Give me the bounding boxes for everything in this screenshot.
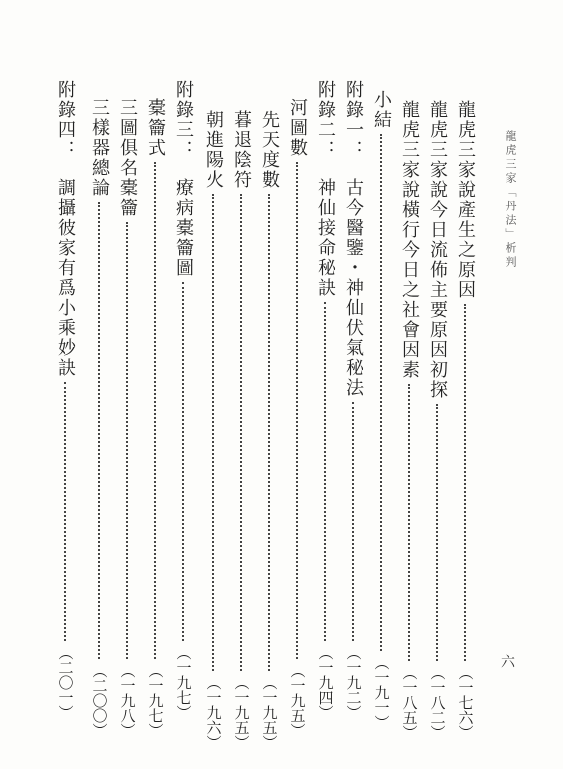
toc-entry-title: 龍虎三家說今日流佈主要原因初探 — [427, 100, 448, 400]
toc-entry-title: 先天度數 — [259, 110, 280, 190]
leader-dots — [324, 302, 326, 641]
toc-entry-page: （一七六） — [456, 665, 475, 740]
toc-entry-page: （一九四） — [316, 645, 335, 720]
leader-dots — [126, 222, 128, 659]
leader-dots — [154, 162, 156, 659]
toc-entry-page: （一九五） — [232, 675, 251, 750]
toc-entry-page: （二〇一） — [56, 645, 75, 720]
toc-entry-title: 神仙接命秘訣 — [315, 178, 336, 298]
leader-dots — [464, 304, 466, 661]
toc-entry-label: 附錄一： — [343, 80, 364, 160]
leader-dots — [352, 402, 354, 641]
toc-entry-title: 小結 — [371, 90, 392, 130]
toc-entry — [424, 80, 450, 740]
toc-entry — [284, 80, 310, 738]
leader-dots — [408, 384, 410, 661]
toc-entry — [256, 80, 282, 750]
leader-dots — [380, 134, 382, 651]
toc-entry-page: （一九七） — [174, 645, 193, 720]
toc-entry-page: （一九五） — [288, 663, 307, 738]
toc-entry-title: 療病橐籥圖 — [173, 178, 194, 278]
toc-entry-title: 龍虎三家說橫行今日之社會因素 — [399, 100, 420, 380]
toc-entry — [452, 80, 478, 740]
toc-entry-appendix — [170, 80, 196, 720]
toc-entry-title: 橐籥式 — [145, 98, 166, 158]
toc-entry-page: （一八五） — [400, 665, 419, 740]
toc-entry-page: （一九五） — [260, 675, 279, 750]
toc-entry-page: （一九六） — [204, 675, 223, 750]
toc-entry — [142, 80, 168, 738]
toc-entry — [200, 80, 226, 750]
running-header: 龍虎三家「丹法」析判 — [504, 130, 517, 270]
toc-entry-label: 附錄三： — [173, 80, 194, 160]
toc-entry-title: 調攝彼家有爲小乘妙訣 — [55, 178, 76, 378]
toc-entry-title: 暮退陰符 — [231, 110, 252, 190]
toc-entry — [86, 80, 112, 738]
toc-entry-label: 附錄二： — [315, 80, 336, 160]
toc-entry — [396, 80, 422, 740]
toc-entry-page: （一九一） — [372, 655, 391, 730]
leader-dots — [182, 282, 184, 641]
toc-entry-label: 附錄四： — [55, 80, 76, 160]
toc-entry-page: （二〇〇） — [90, 663, 109, 738]
toc-entry-page: （一九二） — [344, 645, 363, 720]
leader-dots — [296, 162, 298, 659]
toc-entry-appendix — [52, 80, 78, 720]
leader-dots — [64, 382, 66, 641]
toc-entry-title: 朝進陽火 — [203, 110, 224, 190]
toc-entry-page: （一九八） — [118, 663, 137, 738]
toc-entry-title: 三圖俱名橐籥 — [117, 98, 138, 218]
toc-entry — [368, 80, 394, 730]
toc-entry — [228, 80, 254, 750]
toc-entry-page: （一八二） — [428, 665, 447, 740]
leader-dots — [436, 404, 438, 661]
toc-entry-appendix — [312, 80, 338, 720]
leader-dots — [240, 194, 242, 671]
toc-entry-page: （一九七） — [146, 663, 165, 738]
leader-dots — [268, 194, 270, 671]
page-number: 六 — [499, 654, 515, 668]
leader-dots — [98, 202, 100, 659]
toc-entry-appendix — [340, 80, 366, 720]
toc-entry-title: 河圖數 — [287, 98, 308, 158]
toc-entry-title: 三樣器總論 — [89, 98, 110, 198]
toc-entry-title: 古今醫鑒・神仙伏氣秘法 — [343, 178, 364, 398]
leader-dots — [212, 194, 214, 671]
toc-entry-title: 龍虎三家說產生之原因 — [455, 100, 476, 300]
toc-entry — [114, 80, 140, 738]
